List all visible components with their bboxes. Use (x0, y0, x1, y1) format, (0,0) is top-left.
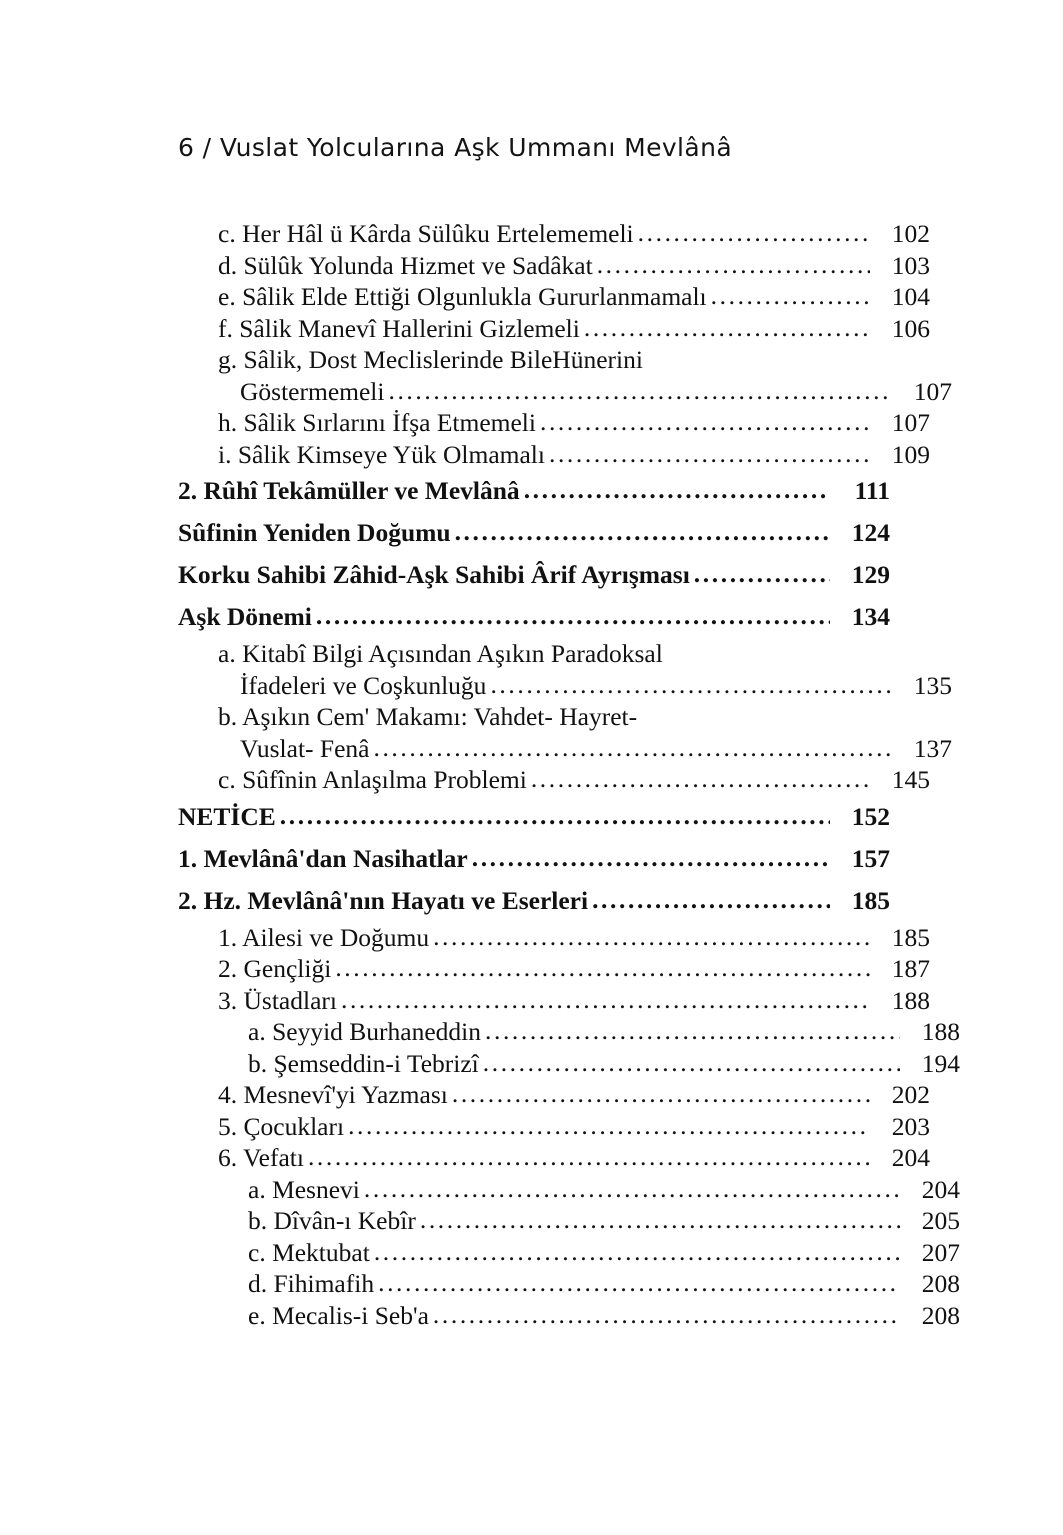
toc-entry[interactable] (178, 670, 952, 702)
toc-entry-title: a. Seyyid Burhaneddin (248, 1017, 481, 1046)
toc-page-number: 202 (891, 1080, 930, 1109)
toc-dot-leader (524, 469, 830, 511)
toc-page-number: 194 (921, 1048, 960, 1078)
toc-page-number: 137 (913, 733, 952, 763)
toc-page-number: 208 (921, 1300, 960, 1330)
toc-entry[interactable] (178, 1300, 960, 1332)
toc-dot-leader (638, 217, 870, 249)
toc-entry[interactable] (178, 439, 930, 471)
toc-entry-title: 1. Mevlânâ'dan Nasihatlar (178, 843, 468, 873)
toc-dot-leader (433, 921, 870, 953)
toc-entry[interactable] (178, 638, 930, 670)
toc-entry-title: h. Sâlik Sırlarını İfşa Etmemeli (218, 408, 536, 437)
toc-entry-title: 4. Mesnevî'yi Yazması (218, 1080, 448, 1109)
toc-page-number: 205 (921, 1206, 960, 1235)
toc-dot-leader (308, 1141, 870, 1173)
toc-entry-title: NETİCE (178, 801, 276, 831)
toc-entry-title: f. Sâlik Manevî Hallerini Gizlemeli (218, 313, 580, 343)
toc-dot-leader (531, 763, 870, 795)
toc-dot-leader (348, 1110, 870, 1142)
toc-dot-leader (341, 984, 870, 1016)
toc-dot-leader (452, 1078, 870, 1110)
toc-entry[interactable] (178, 281, 930, 313)
toc-page-number: 107 (891, 408, 930, 437)
toc-dot-leader (711, 280, 870, 312)
toc-entry[interactable] (178, 1016, 960, 1048)
toc-page-number: 157 (851, 843, 890, 873)
toc-dot-leader (592, 879, 830, 921)
toc-entry-title: e. Sâlik Elde Ettiği Olgunlukla Gururlanmamalı (218, 282, 707, 311)
toc-dot-leader (485, 1015, 900, 1047)
toc-dot-leader (388, 375, 892, 407)
toc-dot-leader (490, 669, 892, 701)
toc-entry-title: 3. Üstadları (218, 985, 337, 1015)
toc-page-number: 185 (851, 885, 890, 915)
toc-entry-title: i. Sâlik Kimseye Yük Olmamalı (218, 439, 545, 469)
toc-dot-leader (540, 406, 870, 438)
toc-entry[interactable] (178, 922, 930, 954)
toc-entry[interactable] (178, 1205, 960, 1237)
toc-dot-leader (420, 1204, 900, 1236)
toc-entry[interactable] (178, 250, 930, 282)
toc-page-number: 204 (921, 1174, 960, 1204)
toc-dot-leader (455, 511, 830, 553)
toc-entry[interactable] (178, 838, 890, 880)
toc-dot-leader (549, 438, 870, 470)
toc-entry-title: a. Mesnevi (248, 1174, 360, 1204)
toc-page-number: 188 (891, 985, 930, 1015)
toc-dot-leader (280, 795, 830, 837)
toc-dot-leader (694, 553, 830, 595)
toc-page-number: 103 (891, 250, 930, 280)
toc-entry[interactable] (178, 733, 952, 765)
running-header: 6 / Vuslat Yolcularına Aşk Ummanı Mevlânâ (178, 133, 733, 162)
toc-entry[interactable] (178, 880, 890, 922)
toc-entry-title: 2. Rûhî Tekâmüller ve Mevlânâ (178, 476, 520, 505)
toc-dot-leader (483, 1047, 900, 1079)
toc-entry[interactable] (178, 313, 930, 345)
toc-page-number: 188 (921, 1017, 960, 1046)
toc-entry-title: 2. Gençliği (218, 954, 332, 983)
toc-page-number: 152 (851, 801, 890, 831)
toc-entry-title: e. Mecalis-i Seb'a (248, 1300, 429, 1330)
toc-dot-leader (373, 732, 892, 764)
toc-entry-title: İfadeleri ve Coşkunluğu (240, 670, 487, 700)
toc-dot-leader (433, 1299, 900, 1331)
toc-entry-title: g. Sâlik, Dost Meclislerinde BileHünerini (218, 345, 643, 374)
toc-page-number: 129 (851, 560, 890, 589)
toc-entry[interactable] (178, 796, 890, 838)
toc-entry[interactable] (178, 1268, 960, 1300)
toc-page-number: 204 (891, 1143, 930, 1172)
toc-entry[interactable] (178, 985, 930, 1017)
toc-entry-title: Sûfinin Yeniden Doğumu (178, 518, 451, 547)
toc-entry[interactable] (178, 407, 930, 439)
toc-entry-title: d. Sülûk Yolunda Hizmet ve Sadâkat (218, 250, 593, 280)
toc-entry[interactable] (178, 1048, 960, 1080)
toc-entry-title: Korku Sahibi Zâhid-Aşk Sahibi Ârif Ayrışması (178, 560, 690, 589)
toc-entry-title: 1. Ailesi ve Doğumu (218, 922, 430, 952)
toc-dot-leader (316, 595, 830, 637)
toc-page-number: 207 (921, 1237, 960, 1267)
toc-dot-leader (378, 1267, 900, 1299)
toc-entry[interactable] (178, 376, 952, 408)
toc-entry[interactable] (178, 554, 890, 596)
toc-entry[interactable] (178, 701, 930, 733)
toc-page-number: 187 (891, 954, 930, 983)
toc-entry-title: c. Her Hâl ü Kârda Sülûku Ertelememeli (218, 219, 634, 248)
toc-entry-title: d. Fihimafih (248, 1269, 375, 1298)
toc-dot-leader (597, 249, 870, 281)
table-of-contents (0, 218, 1063, 1331)
toc-page-number: 203 (891, 1111, 930, 1141)
toc-entry-title: b. Dîvân-ı Kebîr (248, 1206, 416, 1235)
toc-entry[interactable] (178, 344, 930, 376)
toc-dot-leader (472, 837, 830, 879)
toc-entry-title: 5. Çocukları (218, 1111, 345, 1141)
toc-page-number: 111 (854, 476, 890, 505)
toc-entry-title: c. Mektubat (248, 1237, 370, 1267)
toc-page-number: 109 (891, 439, 930, 469)
toc-entry-title: Aşk Dönemi (178, 602, 312, 631)
toc-entry-title: a. Kitabî Bilgi Açısından Aşıkın Paradoksal (218, 639, 663, 668)
toc-page-number: 104 (891, 282, 930, 311)
toc-entry[interactable] (178, 1237, 960, 1269)
toc-entry[interactable] (178, 764, 930, 796)
toc-dot-leader (364, 1173, 900, 1205)
toc-entry-title: c. Sûfînin Anlaşılma Problemi (218, 765, 527, 794)
toc-entry-title: 2. Hz. Mevlânâ'nın Hayatı ve Eserleri (178, 885, 589, 915)
toc-entry[interactable] (178, 512, 890, 554)
toc-entry-title: b. Şemseddin-i Tebrizî (248, 1048, 479, 1078)
toc-page-number: 102 (891, 219, 930, 248)
toc-entry-title: 6. Vefatı (218, 1143, 304, 1172)
toc-dot-leader (374, 1236, 900, 1268)
toc-entry[interactable] (178, 1079, 930, 1111)
toc-entry-title: b. Aşıkın Cem' Makamı: Vahdet- Hayret- (218, 702, 638, 731)
toc-page-number: 134 (851, 602, 890, 631)
toc-entry[interactable] (178, 596, 890, 638)
toc-page-number: 185 (891, 922, 930, 952)
toc-page-number: 107 (913, 376, 952, 406)
toc-entry[interactable] (178, 470, 890, 512)
toc-page-number: 208 (921, 1269, 960, 1298)
toc-dot-leader (335, 952, 870, 984)
toc-entry-title: Vuslat- Fenâ (240, 733, 370, 763)
toc-dot-leader (584, 312, 870, 344)
toc-page-number: 106 (891, 313, 930, 343)
toc-page-number: 124 (851, 518, 890, 547)
toc-entry[interactable] (178, 1111, 930, 1143)
toc-entry[interactable] (178, 1174, 960, 1206)
toc-entry[interactable] (178, 1142, 930, 1174)
toc-entry[interactable] (178, 218, 930, 250)
toc-page-number: 135 (913, 670, 952, 700)
toc-entry[interactable] (178, 953, 930, 985)
toc-entry-title: Göstermemeli (240, 376, 385, 406)
toc-page-number: 145 (891, 765, 930, 794)
